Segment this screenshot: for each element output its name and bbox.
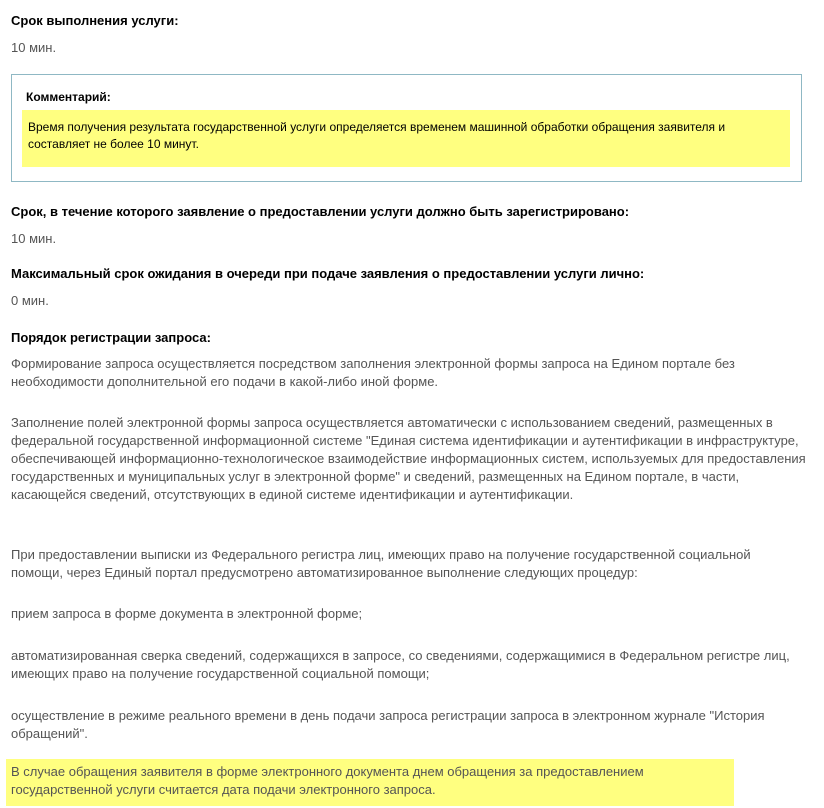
paragraph: Заполнение полей электронной формы запроса осуществляется автоматически с использованием сведений, размещенных в федеральной государственной информационной системе "Единая система идентификации и аутентификации в инфраструктуре, обеспечивающей информационно-технологическое взаимодействие информационных систем, используемых для предоставления государственных и муниципальных услуг в электронной форме" и сведений, размещенных на Едином портале, в части, касающейся сведений, отсутствующих в единой системе идентификации и аутентификации. xyxy=(11,415,806,502)
order-title: Порядок регистрации запроса: xyxy=(11,330,211,345)
queue-time-value: 0 мин. xyxy=(11,293,49,308)
registration-time-title: Срок, в течение которого заявление о предоставлении услуги должно быть зарегистрировано: xyxy=(11,204,630,219)
paragraph: Формирование запроса осуществляется посредством заполнения электронной формы запроса на Едином портале без необходимости дополнительной его подачи в какой-либо иной форме. xyxy=(11,356,735,389)
registration-time-value: 10 мин. xyxy=(11,231,57,246)
queue-time-title: Максимальный срок ожидания в очереди при подаче заявления о предоставлении услуги лично: xyxy=(11,266,645,281)
paragraph: осуществление в режиме реального времени в день подачи запроса регистрации запроса в электронном журнале "История обращений". xyxy=(11,708,765,741)
service-time-title: Срок выполнения услуги: xyxy=(11,13,179,28)
comment-title: Комментарий: xyxy=(26,90,111,104)
service-time-value: 10 мин. xyxy=(11,40,57,55)
paragraph: При предоставлении выписки из Федерального регистра лиц, имеющих право на получение государственной социальной помощи, через Единый портал предусмотрено автоматизированное выполнение следующих процедур: xyxy=(11,547,751,580)
paragraph: автоматизированная сверка сведений, содержащихся в запросе, со сведениями, содержащимися в Федеральном регистре лиц, имеющих право на получение государственной социальной помощи; xyxy=(11,648,790,681)
paragraph: прием запроса в форме документа в электронной форме; xyxy=(11,606,363,621)
final-note: В случае обращения заявителя в форме электронного документа днем обращения за предоставлением государственной услуги считается дата подачи электронного запроса. xyxy=(6,759,734,806)
comment-text: Время получения результата государственной услуги определяется временем машинной обработки обращения заявителя и составляет не более 10 минут. xyxy=(22,110,790,167)
comment-box xyxy=(11,74,802,182)
